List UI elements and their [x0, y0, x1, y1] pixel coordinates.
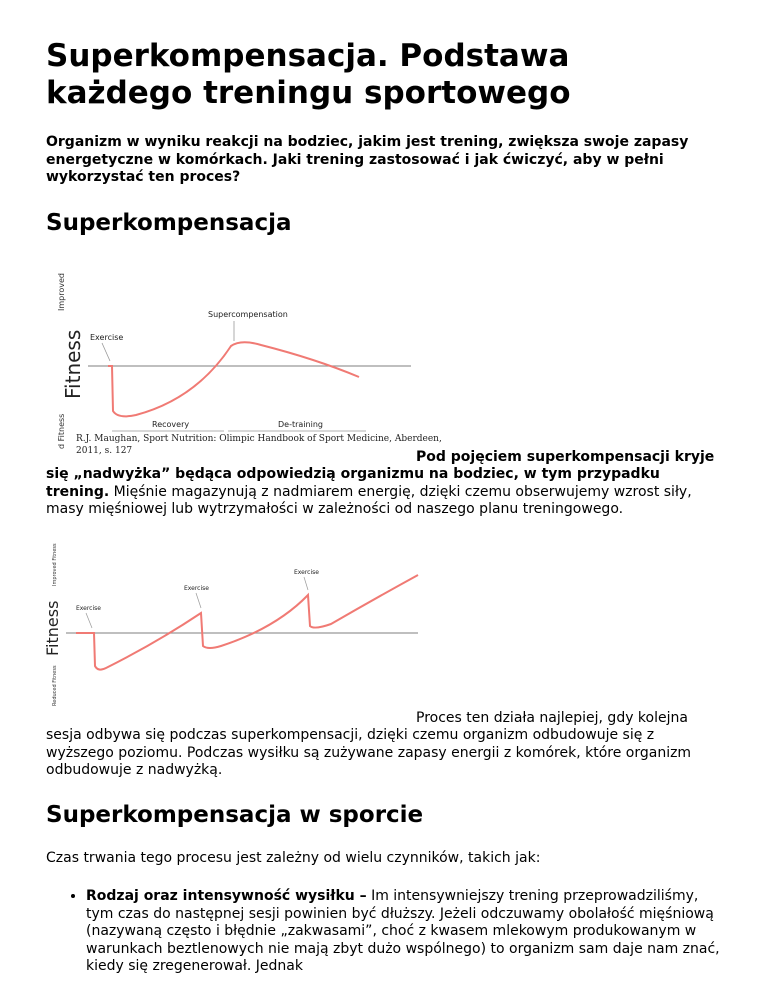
supercompensation-figure [46, 271, 722, 456]
fig2-y-bottom-label: Reduced Fitness [52, 664, 58, 706]
fig1-curve [108, 342, 359, 416]
fig1-caption-line1: R.J. Maughan, Sport Nutrition: Olimpic Handbook of Sport Medicine, Aberdeen, [76, 433, 442, 444]
fig2-label-exercise-1: Exercise [76, 604, 101, 612]
list-item-text: Im intensywniejszy trening przeprowadziliśmy, tym czas do następnej sesji powinien być dłuższy. Jeżeli odczuwamy obolałość mięśniową (nazywaną często i błędnie „zakwasami”, choć z kwasem mlekowym produkowanym w warunkach beztlenowych nie mają zbyt dużo wspólnego) to organizm sam daje nam znać, kiedy się zregenerował. Jednak [86, 888, 720, 974]
fig2-ylabel: Fitness [43, 600, 62, 656]
repeated-training-chart [43, 538, 426, 710]
paragraph-text: Mięśnie magazynują z nadmiarem energię, dzięki czemu obserwujemy wzrost siły, masy mięśniowej lub wytrzymałości w zależności od naszego planu treningowego. [46, 483, 692, 517]
paragraph-superkompensacja-definition [46, 449, 726, 519]
fig2-label-exercise-2: Exercise [184, 584, 209, 592]
fig2-curve [76, 575, 418, 670]
section2-intro: Czas trwania tego procesu jest zależny od wielu czynników, takich jak: [46, 849, 541, 866]
article-lead: Organizm w wyniku reakcji na bodziec, jakim jest trening, zwiększa swoje zapasy energetyczne w komórkach. Jaki trening zastosować i jak ćwiczyć, aby w pełni wykorzystać ten proces? [46, 134, 689, 185]
fig1-label-exercise: Exercise [90, 332, 124, 342]
fig1-label-recovery: Recovery [152, 419, 190, 429]
list-item-bold: Rodzaj oraz intensywność wysiłku – [86, 888, 367, 904]
list-item [86, 888, 726, 976]
supercompensation-chart [56, 271, 442, 456]
section-heading-sport: Superkompensacja w sporcie [46, 801, 424, 828]
fig1-label-supercompensation: Supercompensation [208, 309, 288, 319]
fig1-caption-line2: 2011, s. 127 [76, 445, 133, 456]
fig1-y-top-label: Improved [57, 272, 66, 311]
page-title: Superkompensacja. Podstawa każdego treningu sportowego [46, 38, 571, 111]
section-heading-superkompensacja: Superkompensacja [46, 209, 292, 236]
paragraph-proces: Proces ten działa najlepiej, gdy kolejna sesja odbywa się podczas superkompensacji, dzięki czemu organizm odbudowuje się z wyższego poziomu. Podczas wysiłku są zużywane zapasy energii z komórek, które organizm odbudowuje z nadwyżką. [46, 709, 692, 778]
fig1-ylabel: Fitness [61, 329, 85, 399]
fig2-y-top-label: Improved Fitness [52, 542, 58, 586]
fig2-label-exercise-3: Exercise [294, 568, 319, 576]
repeated-training-figure [43, 538, 722, 710]
fig1-y-bottom-label: d Fitness [57, 413, 66, 449]
factors-list [46, 888, 726, 976]
fig1-label-detraining: De-training [278, 419, 323, 429]
paragraph-bold-lead: Pod pojęciem superkompensacji kryje się „nadwyżka” będąca odpowiedzią organizmu na bodziec, w tym przypadku trening. [46, 448, 715, 500]
